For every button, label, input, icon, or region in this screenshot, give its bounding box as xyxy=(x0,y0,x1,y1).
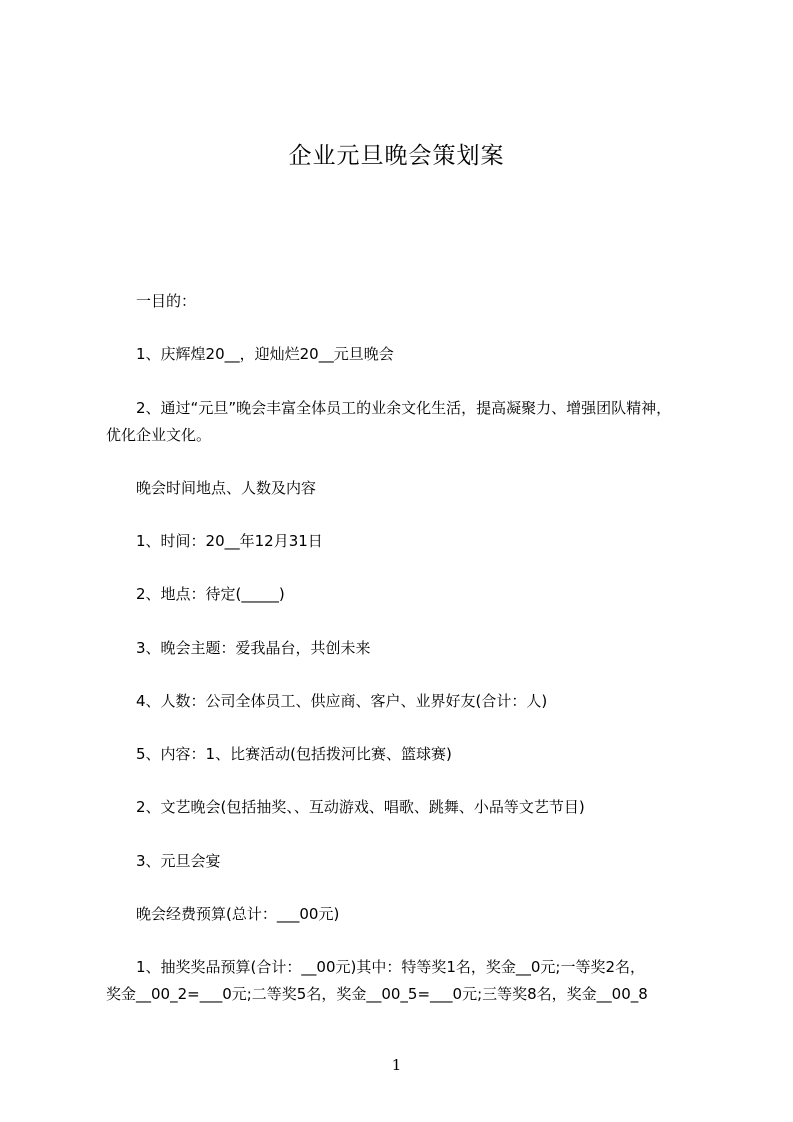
section-heading-budget: 晚会经费预算(总计：___00元) xyxy=(136,905,340,923)
section-heading-time-place: 晚会时间地点、人数及内容 xyxy=(136,479,317,497)
paragraph-line: 奖金__00_2=___0元;二等奖5名，奖金__00_5=___0元;三等奖8名，奖金__00_8 xyxy=(106,985,648,1003)
paragraph-line: 3、晚会主题：爱我晶台，共创未来 xyxy=(136,639,371,657)
paragraph-line: 2、地点：待定(_____) xyxy=(136,585,285,603)
paragraph-line: 1、庆辉煌20__，迎灿烂20__元旦晚会 xyxy=(136,345,394,363)
section-heading-purpose: 一目的： xyxy=(136,292,197,310)
paragraph-line: 2、通过“元旦”晚会丰富全体员工的业余文化生活，提高凝聚力、增强团队精神， xyxy=(136,399,672,417)
document-title: 企业元旦晚会策划案 xyxy=(288,143,505,169)
paragraph-line: 5、内容：1、比赛活动(包括拨河比赛、篮球赛) xyxy=(136,745,452,763)
paragraph-line: 优化企业文化。 xyxy=(106,426,212,444)
paragraph-line: 3、元旦会宴 xyxy=(136,852,221,870)
page-number: 1 xyxy=(391,1056,402,1074)
paragraph-line: 2、文艺晚会(包括抽奖、、互动游戏、唱歌、跳舞、小品等文艺节目) xyxy=(136,798,585,816)
paragraph-line: 4、人数：公司全体员工、供应商、客户、业界好友(合计：人) xyxy=(136,692,548,710)
paragraph-line: 1、抽奖奖品预算(合计：__00元)其中：特等奖1名，奖金__0元;一等奖2名， xyxy=(136,958,646,976)
paragraph-line: 1、时间：20__年12月31日 xyxy=(136,532,323,550)
